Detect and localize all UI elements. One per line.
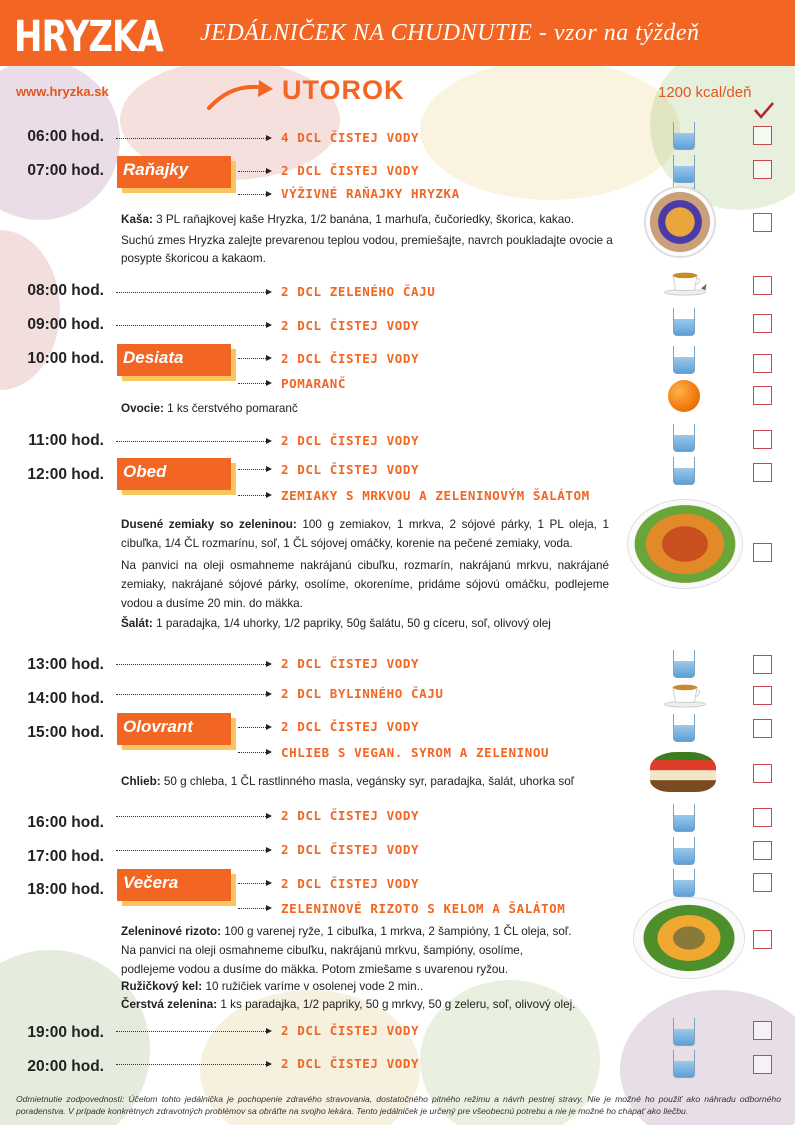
time-label: 06:00 hod. <box>27 128 104 145</box>
checkbox-icon[interactable] <box>753 655 772 674</box>
dotted-leader <box>116 694 266 695</box>
meal-label <box>117 713 231 745</box>
water-glass-icon <box>673 837 695 865</box>
checkbox-icon[interactable] <box>753 126 772 145</box>
curved-arrow-icon <box>205 72 277 114</box>
schedule-entry: CHLIEB S VEGAN. SYROM A ZELENINOU <box>281 745 550 760</box>
time-label: 18:00 hod. <box>27 881 104 898</box>
time-label: 19:00 hod. <box>27 1024 104 1041</box>
page-title: JEDÁLNIČEK NA CHUDNUTIE - vzor na týždeň <box>200 20 700 46</box>
schedule-entry: 2 DCL ČISTEJ VODY <box>281 462 420 477</box>
time-label: 12:00 hod. <box>27 466 104 483</box>
checkbox-icon[interactable] <box>753 543 772 562</box>
arrow-icon <box>266 724 272 730</box>
water-glass-icon <box>673 155 695 183</box>
meal-label <box>117 156 231 188</box>
dotted-leader <box>238 908 268 909</box>
arrow-icon <box>266 135 272 141</box>
disclaimer: Odmietnutie zodpovednosti: Účelom tohto jedálnička je pochopenie zdravého stravovania, dostatočného pitného režimu a návrh pestrej stravy. Nie je možné ho použiť ako náhradu odborného poradenstva. V prípade konkrétnych zdravotných problémov sa obráťte na svojho lekára. Tento jedálniček je určený pre všeobecnú potrebu a nie je možné ho chápať ako liečbu. <box>16 1094 781 1116</box>
recipe-kasa: Kaša: 3 PL raňajkovej kaše Hryzka, 1/2 banána, 1 marhuľa, čučoriedky, škorica, kakao. <box>121 213 574 226</box>
checkbox-icon[interactable] <box>753 808 772 827</box>
arrow-icon <box>266 1061 272 1067</box>
arrow-icon <box>266 492 272 498</box>
water-glass-icon <box>673 1050 695 1078</box>
meal-name: Raňajky <box>123 160 189 179</box>
water-glass-icon <box>673 804 695 832</box>
potato-dish-image <box>628 500 742 588</box>
schedule-entry: 2 DCL ČISTEJ VODY <box>281 318 420 333</box>
schedule-entry: 2 DCL ČISTEJ VODY <box>281 656 420 671</box>
checkbox-icon[interactable] <box>753 213 772 232</box>
tea-cup-icon <box>660 268 710 296</box>
meal-name: Večera <box>123 873 179 892</box>
checkbox-icon[interactable] <box>753 430 772 449</box>
water-glass-icon <box>673 424 695 452</box>
checkmark-icon <box>752 100 776 120</box>
brand-logo[interactable]: HRYZKA <box>14 12 163 62</box>
time-label: 20:00 hod. <box>27 1058 104 1075</box>
schedule-entry: ZEMIAKY S MRKVOU A ZELENINOVÝM ŠALÁTOM <box>281 488 590 503</box>
schedule-entry: 2 DCL ZELENÉHO ČAJU <box>281 284 436 299</box>
schedule-entry: 2 DCL ČISTEJ VODY <box>281 1023 420 1038</box>
time-label: 16:00 hod. <box>27 814 104 831</box>
dotted-leader <box>116 138 266 139</box>
schedule-entry: 2 DCL ČISTEJ VODY <box>281 808 420 823</box>
recipe-rizoto: Zeleninové rizoto: 100 g varenej ryže, 1 cibuľka, 1 mrkva, 2 šampióny, 1 ČL oleja, soľ. <box>121 925 572 938</box>
checkbox-icon[interactable] <box>753 930 772 949</box>
recipe-salat: Šalát: 1 paradajka, 1/4 uhorky, 1/2 papriky, 50g šalátu, 50 g cíceru, soľ, olivový olej <box>121 617 551 630</box>
time-label: 11:00 hod. <box>28 432 104 449</box>
arrow-icon <box>266 880 272 886</box>
arrow-icon <box>266 466 272 472</box>
checkbox-icon[interactable] <box>753 463 772 482</box>
orange-icon <box>668 380 700 412</box>
recipe-kel: Ružičkový kel: 10 ružičiek varíme v osolenej vode 2 min.. <box>121 980 424 993</box>
time-label: 13:00 hod. <box>27 656 104 673</box>
meal-name: Obed <box>123 462 167 481</box>
meal-name: Olovrant <box>123 717 193 736</box>
arrow-icon <box>266 691 272 697</box>
dotted-leader <box>238 358 268 359</box>
schedule-entry: 2 DCL ČISTEJ VODY <box>281 163 420 178</box>
dotted-leader <box>116 292 266 293</box>
dotted-leader <box>238 495 268 496</box>
arrow-icon <box>266 380 272 386</box>
water-glass-icon <box>673 650 695 678</box>
water-glass-icon <box>673 714 695 742</box>
schedule-entry: 2 DCL ČISTEJ VODY <box>281 842 420 857</box>
dotted-leader <box>238 752 268 753</box>
calorie-target: 1200 kcal/deň <box>658 84 752 101</box>
dotted-leader <box>116 1064 266 1065</box>
checkbox-icon[interactable] <box>753 686 772 705</box>
water-glass-icon <box>673 457 695 485</box>
tea-cup-icon <box>660 680 710 708</box>
schedule-entry: 2 DCL ČISTEJ VODY <box>281 351 420 366</box>
checkbox-icon[interactable] <box>753 1021 772 1040</box>
time-label: 10:00 hod. <box>27 350 104 367</box>
checkbox-icon[interactable] <box>753 841 772 860</box>
dotted-leader <box>116 325 266 326</box>
schedule-entry: 2 DCL ČISTEJ VODY <box>281 433 420 448</box>
schedule-entry: 2 DCL BYLINNÉHO ČAJU <box>281 686 444 701</box>
dotted-leader <box>238 883 268 884</box>
recipe-zemiaky-prep: Na panvici na oleji osmahneme nakrájanú cibuľku, rozmarín, nakrájanú mrkvu, nakrájané zemiaky, nakrájané sójové párky, osolíme, okoreníme, pridáme sójovú omáčku, podlejeme vodou a dusíme 20 min. do mäkka. <box>121 559 609 610</box>
arrow-icon <box>266 1028 272 1034</box>
time-label: 08:00 hod. <box>27 282 104 299</box>
checkbox-icon[interactable] <box>753 1055 772 1074</box>
arrow-icon <box>266 289 272 295</box>
checkbox-icon[interactable] <box>753 314 772 333</box>
recipe-rizoto-prep: Na panvici na oleji osmahneme cibuľku, nakrájanú mrkvu, šampióny, osolíme, podlejeme vodou a dusíme do mäkka. Potom zmiešame s uvarenou ryžou. <box>121 944 524 976</box>
time-label: 15:00 hod. <box>27 724 104 741</box>
time-label: 17:00 hod. <box>27 848 104 865</box>
time-label: 07:00 hod. <box>27 162 104 179</box>
meal-label <box>117 344 231 376</box>
arrow-icon <box>266 168 272 174</box>
schedule-entry: 2 DCL ČISTEJ VODY <box>281 719 420 734</box>
recipe-ovocie: Ovocie: 1 ks čerstvého pomaranč <box>121 402 298 415</box>
meal-name: Desiata <box>123 348 184 367</box>
meal-label <box>117 458 231 490</box>
dotted-leader <box>116 816 266 817</box>
schedule-entry: 2 DCL ČISTEJ VODY <box>281 876 420 891</box>
schedule-entry: 2 DCL ČISTEJ VODY <box>281 1056 420 1071</box>
website-link[interactable]: www.hryzka.sk <box>16 84 109 99</box>
bread-sandwich-image <box>650 752 716 792</box>
arrow-icon <box>266 191 272 197</box>
arrow-icon <box>266 438 272 444</box>
recipe-zelenina: Čerstvá zelenina: 1 ks paradajka, 1/2 papriky, 50 g mrkvy, 50 g zeleru, soľ, olivový olej. <box>121 998 576 1011</box>
schedule-entry: VÝŽIVNÉ RAŇAJKY HRYZKA <box>281 186 460 201</box>
water-glass-icon <box>673 1018 695 1046</box>
arrow-icon <box>266 322 272 328</box>
arrow-icon <box>266 661 272 667</box>
dotted-leader <box>116 441 266 442</box>
dotted-leader <box>238 383 268 384</box>
dotted-leader <box>238 171 268 172</box>
schedule-entry: 4 DCL ČISTEJ VODY <box>281 130 420 145</box>
dotted-leader <box>238 469 268 470</box>
recipe-kasa-prep: Suchú zmes Hryzka zalejte prevarenou teplou vodou, premiešajte, navrch poukladajte ovocie a posypte škoricou a kakaom. <box>121 234 613 265</box>
arrow-icon <box>266 905 272 911</box>
arrow-icon <box>266 847 272 853</box>
day-title: UTOROK <box>282 75 405 105</box>
header-bar <box>0 0 795 66</box>
recipe-zemiaky: Dusené zemiaky so zeleninou: 100 g zemiakov, 1 mrkva, 2 sójové párky, 1 PL oleja, 1 cibuľka, 1/4 ČL rozmarínu, soľ, 1 ČL sójovej omáčky, korenie na pečené zemiaky, voda. <box>121 518 609 550</box>
dotted-leader <box>238 194 268 195</box>
checkbox-icon[interactable] <box>753 719 772 738</box>
time-label: 09:00 hod. <box>27 316 104 333</box>
porridge-bowl-image <box>646 188 714 256</box>
risotto-dish-image <box>634 898 744 978</box>
checkbox-icon[interactable] <box>753 160 772 179</box>
dotted-leader <box>116 664 266 665</box>
water-glass-icon <box>673 869 695 897</box>
checkbox-icon[interactable] <box>753 354 772 373</box>
water-glass-icon <box>673 308 695 336</box>
arrow-icon <box>266 813 272 819</box>
checkbox-icon[interactable] <box>753 764 772 783</box>
checkbox-icon[interactable] <box>753 276 772 295</box>
meal-label <box>117 869 231 901</box>
water-glass-icon <box>673 122 695 150</box>
dotted-leader <box>238 727 268 728</box>
schedule-entry: POMARANČ <box>281 376 347 391</box>
arrow-icon <box>266 355 272 361</box>
checkbox-icon[interactable] <box>753 873 772 892</box>
arrow-icon <box>266 749 272 755</box>
recipe-chlieb: Chlieb: 50 g chleba, 1 ČL rastlinného masla, vegánsky syr, paradajka, šalát, uhorka soľ <box>121 775 575 788</box>
dotted-leader <box>116 1031 266 1032</box>
time-label: 14:00 hod. <box>27 690 104 707</box>
schedule-entry: ZELENINOVÉ RIZOTO S KELOM A ŠALÁTOM <box>281 901 566 916</box>
water-glass-icon <box>673 346 695 374</box>
checkbox-icon[interactable] <box>753 386 772 405</box>
dotted-leader <box>116 850 266 851</box>
